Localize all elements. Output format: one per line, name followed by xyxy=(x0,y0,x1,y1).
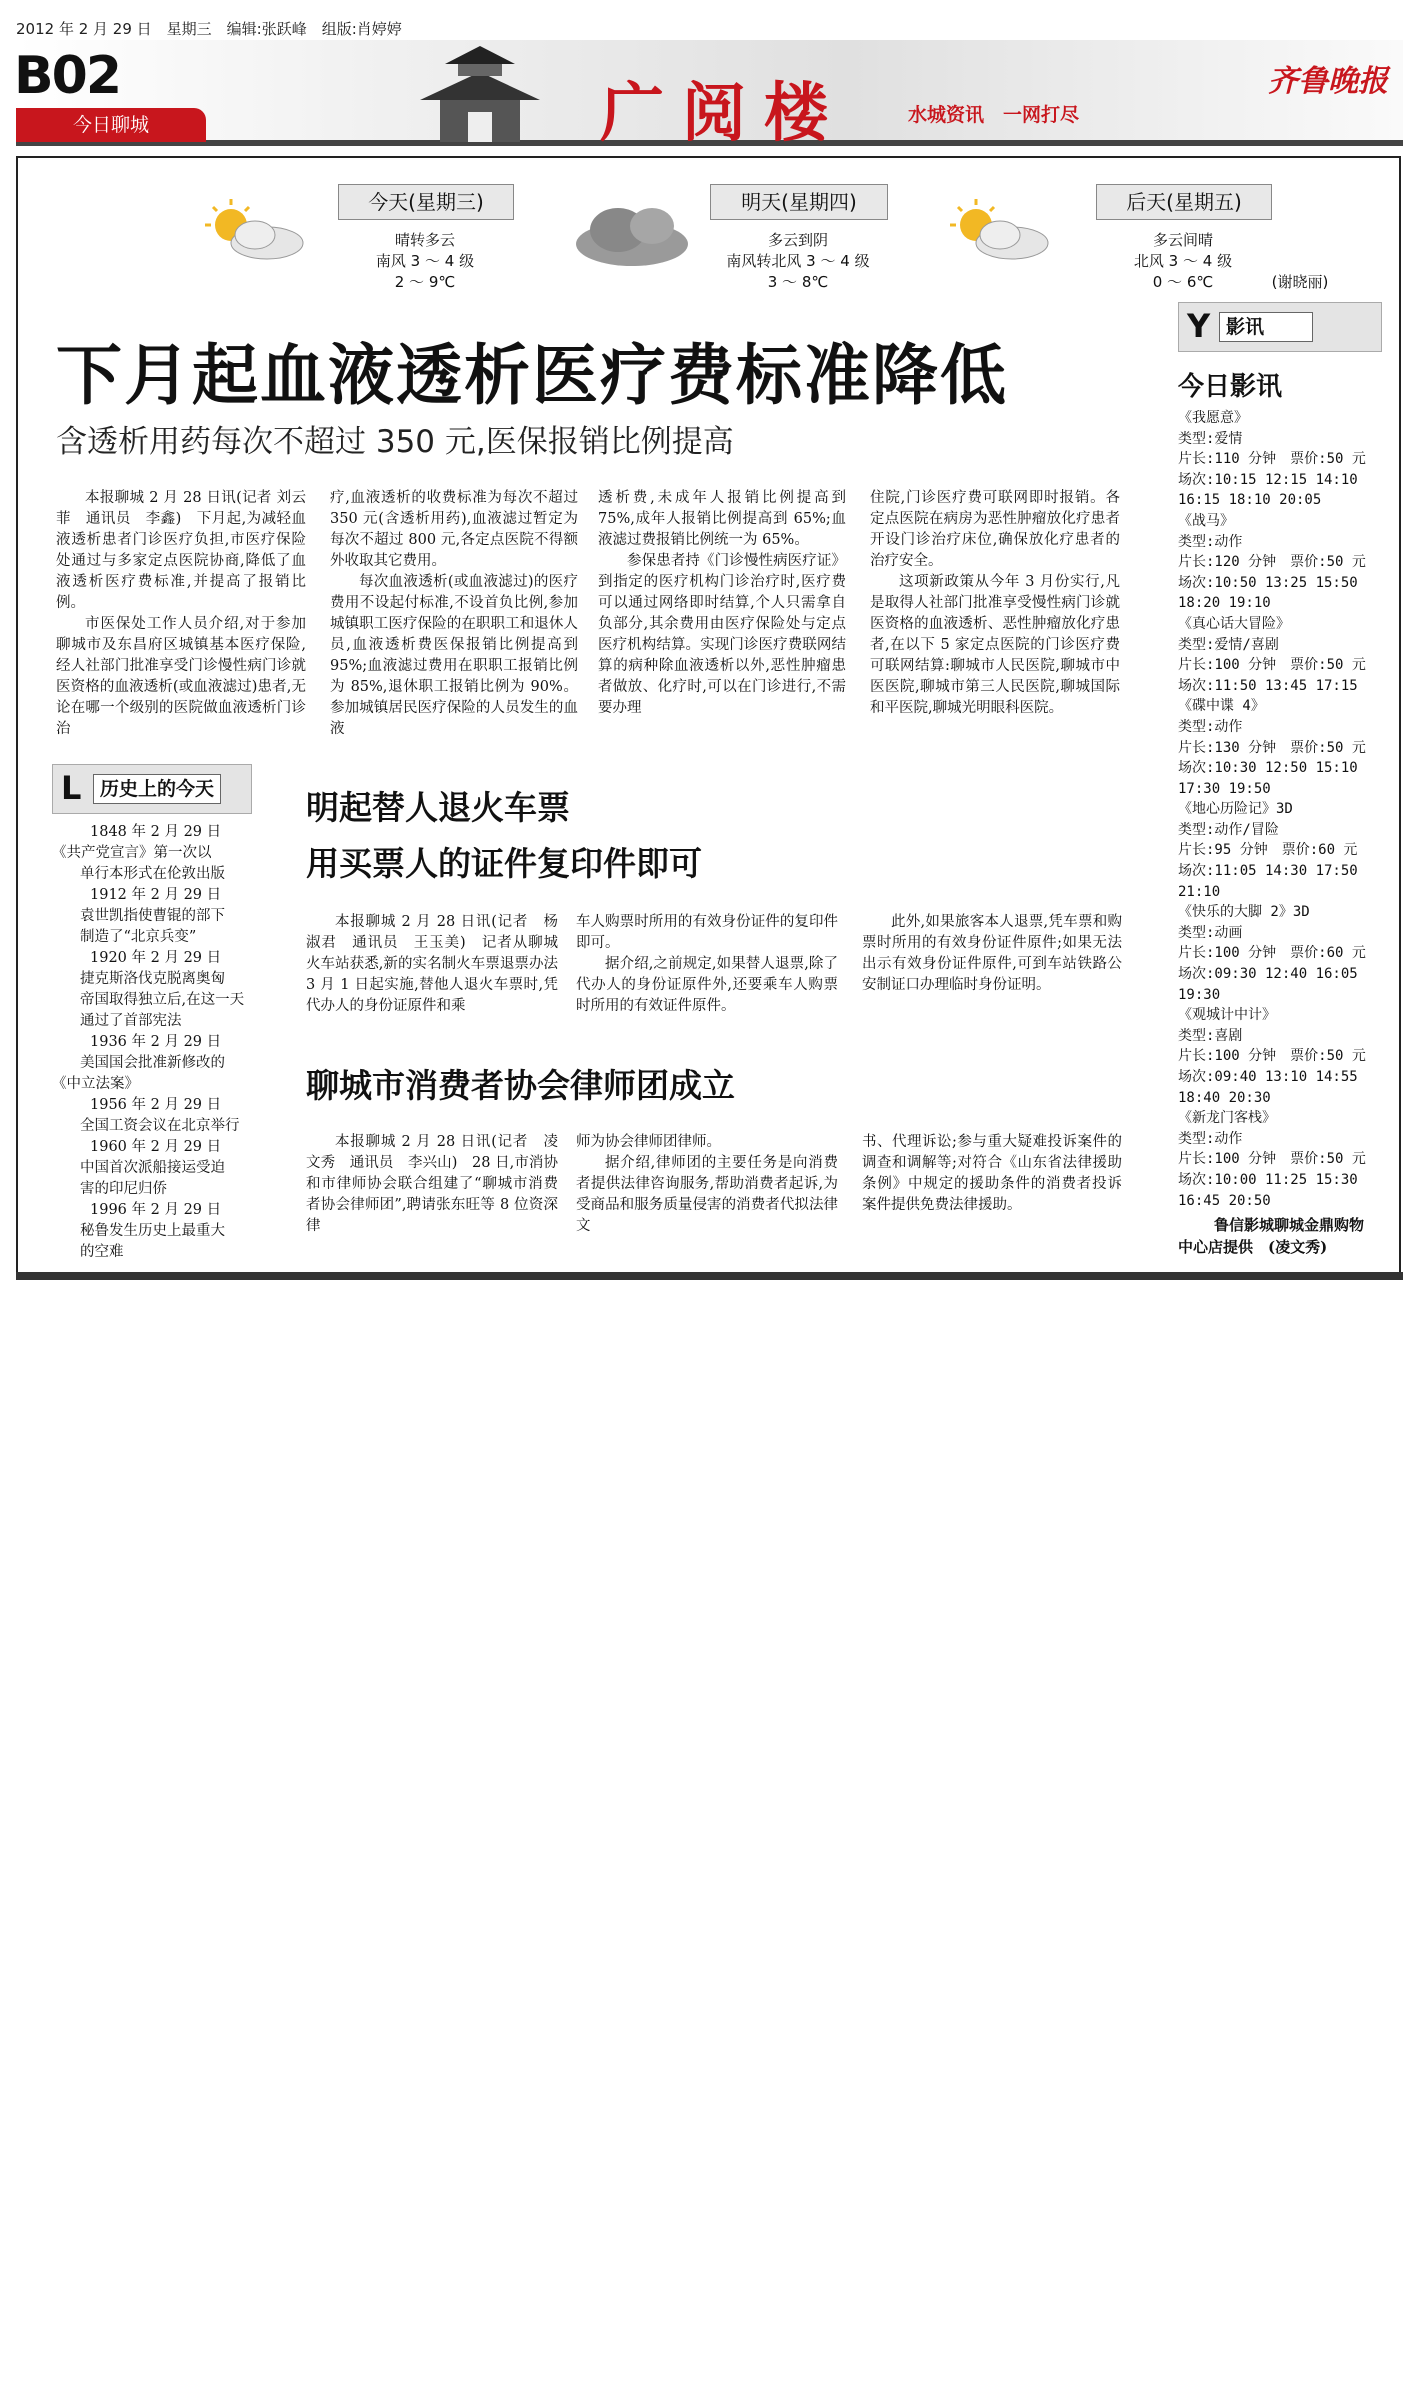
movies-credit-line1: 鲁信影城聊城金鼎购物 xyxy=(1214,1216,1365,1234)
brand-slogan: 水城资讯 一网打尽 xyxy=(908,104,1080,126)
movies-title: 今日影讯 xyxy=(1178,372,1283,402)
movie-listing-line: 场次:10:00 11:25 15:30 xyxy=(1178,1171,1358,1188)
movies-label: 影讯 xyxy=(1219,312,1313,342)
history-entry-line: 中国首次派船接运受迫 xyxy=(80,1160,225,1176)
history-entry-line: 1920 年 2 月 29 日 xyxy=(90,950,222,966)
paragraph: 透析费,未成年人报销比例提高到 75%,成年人报销比例提高到 65%;血液滤过费报销比例统一为 65%。 xyxy=(598,490,846,548)
weather-condition: 多云间晴 xyxy=(1152,231,1213,249)
lead-column-4 xyxy=(870,488,1120,719)
newspaper-logo: 齐鲁晚报 xyxy=(1268,64,1388,99)
paragraph: 住院,门诊医疗费可联网即时报销。各定点医院在病房为恶性肿瘤放化疗患者开设门诊治疗床位,确保放化疗患者的治疗安全。 xyxy=(870,490,1120,569)
movies-header xyxy=(1178,302,1382,352)
history-entry-line: 帝国取得独立后,在这一天 xyxy=(80,992,245,1008)
history-letter: L xyxy=(61,769,82,807)
movie-listing-line: 类型:爱情 xyxy=(1178,430,1243,447)
weather-day-label: 后天(星期五) xyxy=(1096,184,1272,220)
movie-listing-line: 类型:动作 xyxy=(1178,1130,1243,1147)
movie-listing-line: 场次:10:50 13:25 15:50 xyxy=(1178,574,1358,591)
weather-wind: 北风 3 ～ 4 级 xyxy=(1133,252,1233,270)
paragraph: 此外,如果旅客本人退票,凭车票和购票时所用的有效身份证件原件;如果无法出示有效身份证件原件,可到车站铁路公安制证口办理临时身份证明。 xyxy=(862,914,1122,993)
movie-listing-line: 类型:动作/冒险 xyxy=(1178,821,1279,838)
movie-listing-line: 《新龙门客栈》 xyxy=(1178,1110,1276,1127)
tower-illustration-icon xyxy=(380,42,580,142)
movie-listing-line: 场次:11:50 13:45 17:15 xyxy=(1178,677,1358,694)
lead-column-2 xyxy=(330,488,578,740)
movies-letter: Y xyxy=(1187,307,1211,345)
movies-credit-line2: 中心店提供 (凌文秀) xyxy=(1178,1238,1328,1256)
paragraph: 参保患者持《门诊慢性病医疗证》到指定的医疗机构门诊治疗时,医疗费可以通过网络即时结算,个人只需拿自负部分,其余费用由医疗保险处与定点医疗机构结算。实现门诊医疗费联网结算的病种除血液透析以外,恶性肿瘤患者做放、化疗时,可以在门诊进行,不需要办理 xyxy=(598,553,846,716)
movie-listing-line: 场次:11:05 14:30 17:50 xyxy=(1178,863,1358,880)
section-tab: 今日聊城 xyxy=(16,108,206,142)
movie-listing-line: 《碟中谍 4》 xyxy=(1178,698,1265,715)
history-entry-line: 单行本形式在伦敦出版 xyxy=(80,866,225,882)
paragraph: 本报聊城 2 月 28 日讯(记者 杨淑君 通讯员 王玉美) 记者从聊城火车站获悉,新的实名制火车票退票办法 3 月 1 日起实施,替他人退火车票时,凭代办人的身份证原件和乘 xyxy=(306,914,558,1014)
movie-listing-line: 《战马》 xyxy=(1178,512,1234,529)
history-entry-line: 1956 年 2 月 29 日 xyxy=(90,1097,222,1113)
movie-listing-line: 场次:10:15 12:15 14:10 xyxy=(1178,471,1358,488)
movie-listing-line: 类型:爱情/喜剧 xyxy=(1178,636,1279,653)
movie-listing-line: 片长:100 分钟 票价:50 元 xyxy=(1178,657,1366,674)
movie-listing-line: 类型:动画 xyxy=(1178,924,1243,941)
movie-listing-line: 《真心话大冒险》 xyxy=(1178,615,1290,632)
partly-cloudy-icon xyxy=(940,195,1058,265)
paragraph: 这项新政策从今年 3 月份实行,凡是取得人社部门批准享受慢性病门诊就医资格的血液透析、恶性肿瘤放化疗患者,在以下 5 家定点医院的门诊医疗费可联网结算:聊城市人民医院,聊城市中医医院,聊城市第三人民医院,聊城国际和平医院,聊城光明眼科医院。 xyxy=(870,574,1120,716)
ticket-column-2 xyxy=(576,912,838,1017)
paragraph: 车人购票时所用的有效身份证件的复印件即可。 xyxy=(576,914,838,951)
movie-listing-line: 19:30 xyxy=(1178,986,1221,1003)
ticket-column-3 xyxy=(862,912,1122,996)
weather-condition: 多云到阴 xyxy=(767,231,828,249)
ticket-column-1 xyxy=(306,912,558,1017)
history-entry-line: 1996 年 2 月 29 日 xyxy=(90,1202,222,1218)
paragraph: 据介绍,律师团的主要任务是向消费者提供法律咨询服务,帮助消费者起诉,为受商品和服务质量侵害的消费者代拟法律文 xyxy=(576,1155,838,1234)
lead-column-3 xyxy=(598,488,846,719)
weather-wind: 南风转北风 3 ～ 4 级 xyxy=(726,252,870,270)
movie-listing-line: 《我愿意》 xyxy=(1178,410,1248,426)
paragraph: 据介绍,之前规定,如果替人退票,除了代办人的身份证原件外,还要乘车人购票时所用的有效证件原件。 xyxy=(576,956,838,1014)
movies-list xyxy=(1178,408,1400,1211)
movie-listing-line: 18:20 19:10 xyxy=(1178,595,1271,612)
frame-bottom-rule xyxy=(16,1272,1403,1280)
movie-listing-line: 18:40 20:30 xyxy=(1178,1089,1271,1106)
history-entry-line: 1912 年 2 月 29 日 xyxy=(90,887,222,903)
weather-day-label: 明天(星期四) xyxy=(710,184,888,220)
movie-listing-line: 《地心历险记》3D xyxy=(1178,801,1293,818)
movie-listing-line: 17:30 19:50 xyxy=(1178,780,1271,797)
history-list xyxy=(52,822,262,1263)
history-entry-line: 美国国会批准新修改的 xyxy=(80,1055,225,1071)
movie-listing-line: 类型:动作 xyxy=(1178,533,1243,550)
weather-condition: 晴转多云 xyxy=(394,231,455,249)
lawyer-column-3 xyxy=(862,1132,1122,1216)
lawyer-column-2 xyxy=(576,1132,838,1237)
history-entry-line: 秘鲁发生历史上最重大 xyxy=(80,1223,225,1239)
paragraph: 市医保处工作人员介绍,对于参加聊城市及东昌府区城镇基本医疗保险,经人社部门批准享受门诊慢性病门诊就医资格的血液透析(或血液滤过)患者,无论在哪一个级别的医院做血液透析门诊治 xyxy=(56,616,306,737)
history-title: 历史上的今天 xyxy=(93,774,221,804)
paragraph: 本报聊城 2 月 28 日讯(记者 凌文秀 通讯员 李兴山) 28 日,市消协和市律师协会联合组建了“聊城市消费者协会律师团”,聘请张东旺等 8 位资深律 xyxy=(306,1134,558,1234)
history-entry-line: 制造了“北京兵变” xyxy=(80,929,197,945)
movie-listing-line: 片长:130 分钟 票价:50 元 xyxy=(1178,739,1366,756)
paragraph: 每次血液透析(或血液滤过)的医疗费用不设起付标准,不设首负比例,参加城镇职工医疗保险的在职职工和退休人员,血液透析费医保报销比例提高到 95%;血液滤过费用在职职工报销比例为 85%,退休职工报销比例为 90%。参加城镇居民医疗保险的人员发生的血液 xyxy=(330,574,578,737)
lead-headline: 下月起血液透析医疗费标准降低 xyxy=(56,337,1008,414)
movie-listing-line: 类型:动作 xyxy=(1178,718,1243,735)
weather-temp: 0 ～ 6℃ xyxy=(1152,273,1214,291)
paragraph: 师为协会律师团律师。 xyxy=(576,1134,721,1150)
weather-day-label: 今天(星期三) xyxy=(338,184,514,220)
partly-cloudy-icon xyxy=(195,195,313,265)
lead-subhead: 含透析用药每次不超过 350 元,医保报销比例提高 xyxy=(56,424,734,460)
cloudy-icon xyxy=(568,192,696,272)
weather-wind: 南风 3 ～ 4 级 xyxy=(375,252,475,270)
movie-listing-line: 片长:100 分钟 票价:60 元 xyxy=(1178,945,1366,962)
history-entry-line: 通过了首部宪法 xyxy=(80,1013,182,1029)
lead-column-1 xyxy=(56,488,306,740)
movie-listing-line: 16:15 18:10 20:05 xyxy=(1178,492,1322,509)
movie-listing-line: 场次:10:30 12:50 15:10 xyxy=(1178,760,1358,777)
movie-listing-line: 片长:100 分钟 票价:50 元 xyxy=(1178,1151,1366,1168)
history-entry-line: 的空难 xyxy=(80,1244,124,1260)
movie-listing-line: 《快乐的大脚 2》3D xyxy=(1178,904,1310,921)
weather-temp: 3 ～ 8℃ xyxy=(767,273,829,291)
movie-listing-line: 场次:09:30 12:40 16:05 xyxy=(1178,966,1358,983)
movie-listing-line: 片长:95 分钟 票价:60 元 xyxy=(1178,842,1358,859)
history-entry-line: 1936 年 2 月 29 日 xyxy=(90,1034,222,1050)
movie-listing-line: 场次:09:40 13:10 14:55 xyxy=(1178,1069,1358,1085)
movie-listing-line: 片长:100 分钟 票价:50 元 xyxy=(1178,1048,1366,1065)
ticket-title-line1: 明起替人退火车票 xyxy=(306,788,570,827)
history-entry-line: 1960 年 2 月 29 日 xyxy=(90,1139,222,1155)
movie-listing-line: 16:45 20:50 xyxy=(1178,1192,1271,1209)
movie-listing-line: 《观城计中计》 xyxy=(1178,1007,1276,1024)
page-meta: 2012 年 2 月 29 日 星期三 编辑:张跃峰 组版:肖婷婷 xyxy=(16,20,402,38)
history-entry-line: 捷克斯洛伐克脱离奥匈 xyxy=(80,971,225,987)
history-entry-line: 《共产党宣言》第一次以 xyxy=(52,845,212,861)
history-entry-line: 袁世凯指使曹锟的部下 xyxy=(80,908,225,924)
paragraph: 疗,血液透析的收费标准为每次不超过 350 元(含透析用药),血液滤过暂定为每次不超过 800 元,各定点医院不得额外收取其它费用。 xyxy=(330,490,578,569)
history-entry-line: 全国工资会议在北京举行 xyxy=(80,1118,240,1134)
movie-listing-line: 类型:喜剧 xyxy=(1178,1027,1243,1044)
brand-title: 广阅楼 xyxy=(600,76,846,151)
movie-listing-line: 片长:120 分钟 票价:50 元 xyxy=(1178,554,1366,571)
paragraph: 书、代理诉讼;参与重大疑难投诉案件的调查和调解等;对符合《山东省法律援助条例》中规定的援助条件的消费者投诉案件提供免费法律援助。 xyxy=(862,1134,1122,1213)
page-number: B02 xyxy=(14,46,120,106)
movie-listing-line: 片长:110 分钟 票价:50 元 xyxy=(1178,451,1366,468)
weather-temp: 2 ～ 9℃ xyxy=(394,273,456,291)
history-entry-line: 《中立法案》 xyxy=(52,1076,139,1092)
weather-credit: (谢晓丽) xyxy=(1271,273,1329,291)
history-entry-line: 害的印尼归侨 xyxy=(80,1181,167,1197)
paragraph: 本报聊城 2 月 28 日讯(记者 刘云菲 通讯员 李鑫) 下月起,为减轻血液透析患者门诊医疗负担,市医疗保险处通过与多家定点医院协商,降低了血液透析医疗费标准,并提高了报销比例。 xyxy=(56,490,306,611)
lawyer-title: 聊城市消费者协会律师团成立 xyxy=(306,1066,735,1105)
movie-listing-line: 21:10 xyxy=(1178,883,1221,900)
history-entry-line: 1848 年 2 月 29 日 xyxy=(90,824,222,840)
history-header xyxy=(52,764,252,814)
lawyer-column-1 xyxy=(306,1132,558,1237)
ticket-title-line2: 用买票人的证件复印件即可 xyxy=(306,844,702,883)
